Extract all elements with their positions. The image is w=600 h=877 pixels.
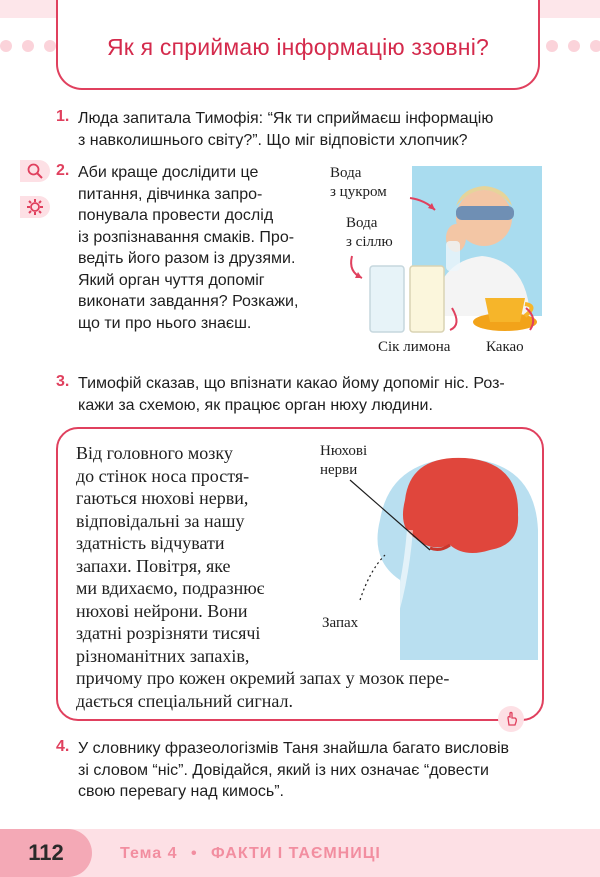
task-line: Тимофій сказав, що впізнати какао йому допоміг ніс. Роз- xyxy=(78,375,505,392)
label-salt-water xyxy=(346,214,393,252)
task-line: ведіть його разом із друзями. xyxy=(78,250,296,267)
task-3-text xyxy=(78,373,505,416)
task-line: з навколишнього світу?”. Що міг відповісти хлопчик? xyxy=(78,131,468,149)
task-line: що ти про нього знаєш. xyxy=(78,314,252,332)
task-4-text xyxy=(78,738,509,803)
label-arrows xyxy=(340,190,540,340)
task-line: У словнику фразеологізмів Таня знайшла багато висловів xyxy=(78,740,509,757)
task-line: виконати завдання? Розкажи, xyxy=(78,293,299,310)
info-line: ми вдихаємо, подразнює xyxy=(76,578,265,598)
task-line: Аби краще дослідити це xyxy=(78,164,259,181)
info-line: до стінок носа простя- xyxy=(76,465,250,486)
info-line: нюхові нейрони. Вони xyxy=(76,600,248,621)
topic-separator: • xyxy=(190,845,198,862)
info-line: дається спеціальний сигнал. xyxy=(76,690,293,711)
info-text xyxy=(76,442,449,712)
info-line: різноманітних запахів, xyxy=(76,645,250,666)
task-1-number: 1. xyxy=(56,108,70,125)
info-line: відповідальні за нашу xyxy=(76,510,245,531)
task-line: Який орган чуття допоміг xyxy=(78,271,265,289)
task-1-text xyxy=(78,108,493,151)
task-line: із розпізнавання смаків. Про- xyxy=(78,228,295,246)
footer-topic xyxy=(120,845,381,863)
label-lemon-juice: Сік лимона xyxy=(378,339,451,355)
task-line: кажи за схемою, як працює орган нюху людини. xyxy=(78,396,433,414)
label-sugar-water xyxy=(330,164,387,202)
task-line: питання, дівчинка запро- xyxy=(78,185,263,203)
task-line: зі словом “ніс”. Довідайся, який із них означає “довести xyxy=(78,761,489,779)
label-smell: Запах xyxy=(322,615,359,631)
caption-line: Нюхові xyxy=(320,443,368,459)
task-4-number: 4. xyxy=(56,738,70,755)
page-title: Як я сприймаю інформацію ззовні? xyxy=(106,34,490,60)
magnifier-icon xyxy=(20,160,50,182)
label-cocoa: Какао xyxy=(486,339,524,355)
caption-line: з сіллю xyxy=(346,234,393,250)
hand-pointer-icon xyxy=(498,706,524,732)
task-2-text xyxy=(78,162,298,334)
info-line: здатність відчувати xyxy=(76,533,225,553)
task-3-number: 3. xyxy=(56,373,70,390)
page-number: 112 xyxy=(0,829,92,877)
right-dots xyxy=(546,40,600,54)
task-2-number: 2. xyxy=(56,162,70,179)
caption-line: Вода xyxy=(346,215,378,231)
info-line: Від головного мозку xyxy=(76,443,233,463)
topic-label: Тема 4 xyxy=(120,845,178,862)
info-line: гаються нюхові нерви, xyxy=(76,488,249,508)
info-line: запахи. Повітря, яке xyxy=(76,555,231,576)
task-line: свою перевагу над кимось”. xyxy=(78,783,284,800)
caption-line: з цукром xyxy=(330,184,387,200)
caption-line: Вода xyxy=(330,165,362,181)
info-line: причому про кожен окремий запах у мозок пере- xyxy=(76,668,450,688)
section-label: ФАКТИ І ТАЄМНИЦІ xyxy=(211,845,381,862)
gear-icon xyxy=(20,196,50,218)
info-line: здатні розрізняти тисячі xyxy=(76,623,261,643)
task-line: Люда запитала Тимофія: “Як ти сприймаєш інформацію xyxy=(78,110,494,127)
caption-line: нерви xyxy=(320,462,358,478)
task-line: понувала провести дослід xyxy=(78,207,274,224)
